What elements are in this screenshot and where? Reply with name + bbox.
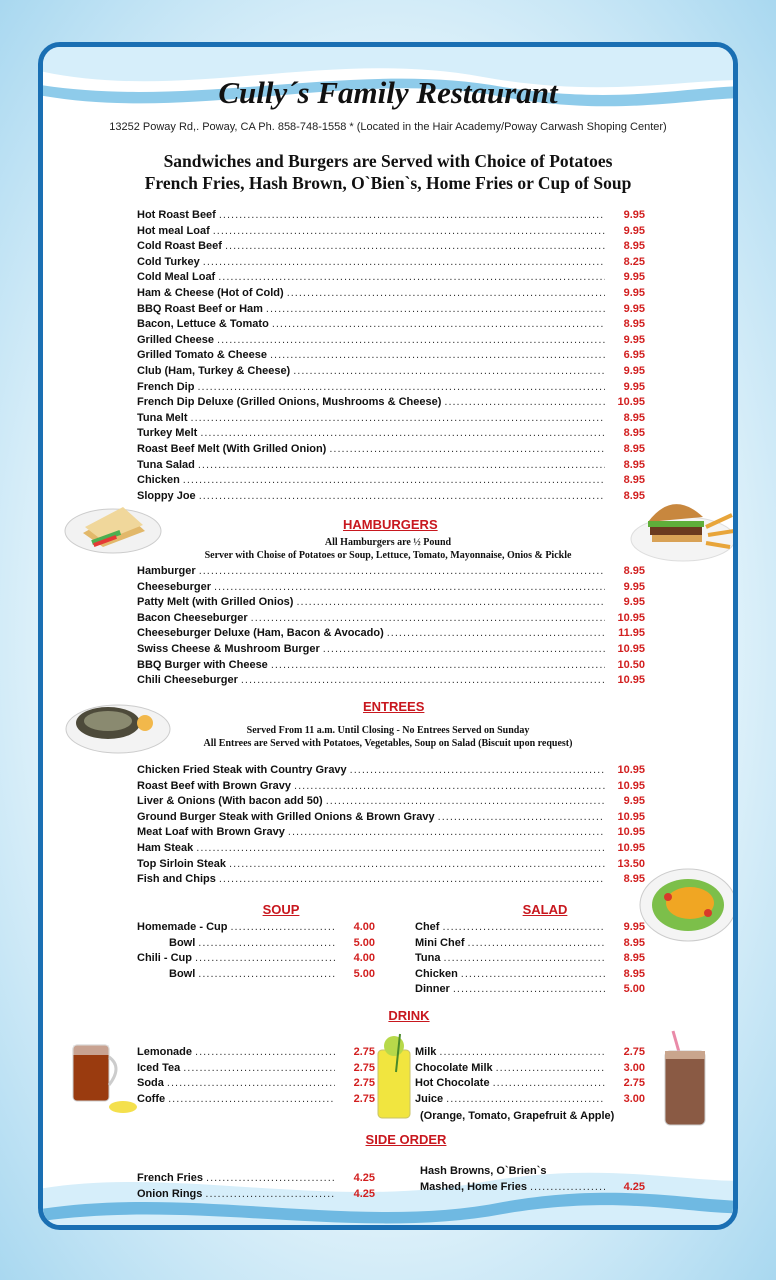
hamburger-row <box>137 674 645 689</box>
item-price: 10.95 <box>617 674 645 687</box>
item-name: Chili - Cup <box>137 952 192 965</box>
side-order-row <box>420 1181 645 1196</box>
item-price: 8.95 <box>623 443 645 455</box>
item-name: Cheeseburger Deluxe (Ham, Bacon & Avocado) <box>137 627 384 640</box>
item-name: Chef <box>415 921 440 933</box>
item-name: Onion Rings <box>137 1187 203 1200</box>
leader-dots <box>219 873 605 885</box>
item-price: 4.25 <box>623 1181 645 1193</box>
item-name: Roast Beef Melt (With Grilled Onion) <box>137 443 327 455</box>
item-name: Cold Turkey <box>137 255 200 268</box>
side-order-row <box>137 1188 375 1203</box>
entree-row <box>137 826 645 841</box>
side-order-title: SIDE ORDER <box>365 1132 447 1147</box>
sandwich-row <box>137 412 645 427</box>
hamburger-row <box>137 643 645 658</box>
sandwich-row <box>137 381 645 396</box>
drink-row <box>415 1046 645 1061</box>
entrees-note-1: Served From 11 a.m. Until Closing - No Entrees Served on Sunday <box>246 725 530 736</box>
leader-dots <box>530 1181 605 1193</box>
leader-dots <box>444 396 605 408</box>
item-price: 8.95 <box>623 565 645 577</box>
sandwich-headline-1: Sandwiches and Burgers are Served with Choice of Potatoes <box>163 151 613 171</box>
item-price: 9.95 <box>623 209 645 221</box>
item-price: 2.75 <box>623 1077 645 1090</box>
leader-dots <box>168 1093 335 1105</box>
item-price: 8.95 <box>623 411 645 424</box>
leader-dots <box>218 271 605 283</box>
hamburger-row <box>137 612 645 627</box>
sandwich-row <box>137 474 645 489</box>
item-price: 10.95 <box>617 611 645 624</box>
chocolate-milk-image <box>655 1029 715 1129</box>
item-name: Hot Roast Beef <box>137 209 216 221</box>
leader-dots <box>442 921 605 933</box>
item-price: 13.50 <box>617 857 645 870</box>
restaurant-title: Cully´s Family Restaurant <box>218 75 558 110</box>
sandwich-row <box>137 287 645 302</box>
item-name: Coffe <box>137 1092 166 1105</box>
item-name: Roast Beef with Brown Gravy <box>137 779 292 792</box>
sandwich-row <box>137 225 645 240</box>
leader-dots <box>493 1077 605 1089</box>
entree-row <box>137 764 645 779</box>
item-price: 2.75 <box>353 1077 375 1090</box>
salad-row <box>415 968 645 983</box>
sandwich-row <box>137 334 645 349</box>
item-price: 4.00 <box>353 952 375 965</box>
item-price: 8.95 <box>623 240 645 253</box>
item-name: Mashed, Home Fries <box>420 1181 527 1193</box>
leader-dots <box>438 811 605 823</box>
salad-row <box>415 952 645 967</box>
item-name: French Dip <box>137 380 195 393</box>
sandwich-row <box>137 427 645 442</box>
item-name: Bacon, Lettuce & Tomato <box>137 318 269 331</box>
item-price: 10.95 <box>617 842 645 854</box>
item-name: Liver & Onions (With bacon add 50) <box>137 795 323 808</box>
item-price: 9.95 <box>623 287 645 299</box>
leader-dots <box>266 303 605 315</box>
hamburger-row <box>137 627 645 642</box>
leader-dots <box>199 565 605 577</box>
drink-row <box>137 1077 375 1092</box>
sandwich-row <box>137 271 645 286</box>
leader-dots <box>251 612 605 624</box>
salad-title: SALAD <box>522 902 568 917</box>
item-price: 10.95 <box>617 779 645 792</box>
leader-dots <box>270 349 605 361</box>
salad-row <box>415 937 645 952</box>
leader-dots <box>329 443 605 455</box>
hamburger-row <box>137 565 645 580</box>
leader-dots <box>461 968 605 980</box>
soup-row <box>169 937 375 952</box>
entrees-note-2: All Entrees are Served with Potatoes, Vegetables, Soup on Salad (Biscuit upon request) <box>203 738 573 749</box>
item-name: Cold Roast Beef <box>137 240 222 253</box>
entree-row <box>137 873 645 888</box>
item-name: Dinner <box>415 983 450 996</box>
leader-dots <box>214 581 605 593</box>
item-name: Hot Chocolate <box>415 1077 490 1090</box>
leader-dots <box>296 596 605 608</box>
sandwich-row <box>137 303 645 318</box>
leader-dots <box>241 674 605 686</box>
drink-title: DRINK <box>388 1008 430 1023</box>
leader-dots <box>198 937 335 949</box>
leader-dots <box>288 826 605 838</box>
item-price: 5.00 <box>623 983 645 996</box>
item-price: 8.95 <box>623 489 645 502</box>
juice-note: (Orange, Tomato, Grapefruit & Apple) <box>420 1110 615 1122</box>
restaurant-address: 13252 Poway Rd,. Poway, CA Ph. 858-748-1558 * (Located in the Hair Academy/Poway Carwash Shoping Center) <box>109 121 667 133</box>
item-name: Sloppy Joe <box>137 489 196 502</box>
item-name: Homemade - Cup <box>137 921 228 933</box>
item-name: Bowl <box>169 936 196 949</box>
leader-dots <box>225 240 605 252</box>
soup-row <box>137 921 375 936</box>
leader-dots <box>183 474 605 486</box>
sandwich-row <box>137 349 645 364</box>
item-price: 10.95 <box>617 643 645 655</box>
lemonade-image <box>370 1032 420 1122</box>
leader-dots <box>206 1172 335 1184</box>
item-price: 5.00 <box>353 967 375 980</box>
item-price: 2.75 <box>353 1046 375 1058</box>
leader-dots <box>443 952 605 964</box>
item-price: 10.95 <box>617 810 645 823</box>
item-price: 8.95 <box>623 952 645 965</box>
drink-row <box>137 1062 375 1077</box>
item-name: Chicken <box>137 474 180 487</box>
item-price: 8.95 <box>623 873 645 886</box>
item-name: Bowl <box>169 967 196 980</box>
item-name: French Dip Deluxe (Grilled Onions, Mushrooms & Cheese) <box>137 396 442 409</box>
item-price: 5.00 <box>353 936 375 949</box>
soup-row <box>169 968 375 983</box>
leader-dots <box>453 983 605 995</box>
item-price: 9.95 <box>623 596 645 609</box>
leader-dots <box>272 318 605 330</box>
item-name: Ground Burger Steak with Grilled Onions & Brown Gravy <box>137 810 435 823</box>
leader-dots <box>271 659 605 671</box>
leader-dots <box>205 1188 335 1200</box>
item-price: 9.95 <box>623 224 645 237</box>
leader-dots <box>183 1062 335 1074</box>
item-price: 4.25 <box>353 1172 375 1184</box>
item-price: 10.95 <box>617 764 645 776</box>
item-name: Cheeseburger <box>137 580 211 593</box>
item-name: Ham Steak <box>137 842 194 854</box>
item-price: 8.95 <box>623 474 645 487</box>
item-name: Milk <box>415 1046 437 1058</box>
leader-dots <box>198 968 335 980</box>
leader-dots <box>196 842 605 854</box>
menu-frame <box>38 42 738 1230</box>
item-name: Club (Ham, Turkey & Cheese) <box>137 365 291 377</box>
leader-dots <box>326 795 605 807</box>
hamburgers-title: HAMBURGERS <box>343 517 438 532</box>
item-name: Iced Tea <box>137 1061 181 1074</box>
leader-dots <box>217 334 605 346</box>
item-name: Tuna Salad <box>137 458 195 471</box>
sandwich-row <box>137 490 645 505</box>
sandwich-row <box>137 365 645 380</box>
leader-dots <box>350 764 605 776</box>
item-price: 4.00 <box>353 921 375 933</box>
item-name: Chili Cheeseburger <box>137 674 238 687</box>
item-name: Grilled Cheese <box>137 333 215 346</box>
item-price: 9.95 <box>623 365 645 377</box>
leader-dots <box>195 952 335 964</box>
sandwich-plate-image <box>63 497 163 557</box>
leader-dots <box>287 287 605 299</box>
soup-row <box>137 952 375 967</box>
item-name: Chicken <box>415 967 458 980</box>
leader-dots <box>197 381 605 393</box>
leader-dots <box>496 1062 605 1074</box>
entree-row <box>137 780 645 795</box>
iced-tea-image <box>63 1037 143 1117</box>
item-price: 9.95 <box>623 580 645 593</box>
item-name: BBQ Roast Beef or Ham <box>137 302 263 315</box>
leader-dots <box>203 256 605 268</box>
soup-title: SOUP <box>262 902 300 917</box>
item-name: Turkey Melt <box>137 427 198 440</box>
item-name: Meat Loaf with Brown Gravy <box>137 826 285 839</box>
hamburger-row <box>137 596 645 611</box>
item-price: 8.25 <box>623 255 645 268</box>
item-price: 11.95 <box>618 627 645 640</box>
sandwich-row <box>137 256 645 271</box>
leader-dots <box>219 209 605 221</box>
item-price: 3.00 <box>623 1061 645 1074</box>
item-price: 2.75 <box>353 1061 375 1074</box>
item-price: 8.95 <box>623 458 645 471</box>
hamburger-row <box>137 581 645 596</box>
item-name: Top Sirloin Steak <box>137 857 227 870</box>
item-price: 10.50 <box>617 658 645 671</box>
leader-dots <box>167 1077 335 1089</box>
salad-row <box>415 983 645 998</box>
item-name: BBQ Burger with Cheese <box>137 658 268 671</box>
entree-row <box>137 795 645 810</box>
sandwich-row <box>137 396 645 411</box>
leader-dots <box>387 627 605 639</box>
item-price: 8.95 <box>623 318 645 331</box>
hamburgers-note-1: All Hamburgers are ½ Pound <box>324 537 452 548</box>
leader-dots <box>230 921 335 933</box>
entrees-title: ENTREES <box>363 699 425 714</box>
drink-row <box>415 1077 645 1092</box>
sandwich-row <box>137 209 645 224</box>
item-name: Cold Meal Loaf <box>137 271 216 284</box>
leader-dots <box>446 1093 605 1105</box>
side-order-hash-browns: Hash Browns, O`Brien`s <box>420 1165 547 1177</box>
leader-dots <box>200 427 605 439</box>
item-price: 9.95 <box>623 302 645 315</box>
item-name: Tuna Melt <box>137 411 188 424</box>
item-name: Mini Chef <box>415 936 465 949</box>
leader-dots <box>199 490 605 502</box>
leader-dots <box>213 225 605 237</box>
sandwich-headline-2: French Fries, Hash Brown, O`Bien`s, Home Fries or Cup of Soup <box>144 173 632 193</box>
item-price: 8.95 <box>623 967 645 980</box>
leader-dots <box>323 643 605 655</box>
item-price: 9.95 <box>623 271 645 284</box>
item-price: 6.95 <box>623 349 645 362</box>
item-price: 9.95 <box>623 333 645 346</box>
item-name: Patty Melt (with Grilled Onios) <box>137 596 294 609</box>
item-name: Hot meal Loaf <box>137 224 210 237</box>
leader-dots <box>198 459 605 471</box>
leader-dots <box>468 937 606 949</box>
item-price: 10.95 <box>617 396 645 409</box>
item-name: Grilled Tomato & Cheese <box>137 349 267 362</box>
sandwich-row <box>137 443 645 458</box>
leader-dots <box>191 412 605 424</box>
item-name: Swiss Cheese & Mushroom Burger <box>137 643 320 655</box>
sandwich-row <box>137 240 645 255</box>
item-name: Hamburger <box>137 565 196 577</box>
sandwich-row <box>137 318 645 333</box>
hamburgers-note-2: Server with Choise of Potatoes or Soup, Lettuce, Tomato, Mayonnaise, Onios & Pickle <box>204 550 572 561</box>
item-price: 4.25 <box>353 1187 375 1200</box>
item-name: French Fries <box>137 1172 204 1184</box>
salad-plate-image <box>638 867 738 943</box>
drink-row <box>415 1093 645 1108</box>
item-name: Chocolate Milk <box>415 1061 493 1074</box>
drink-row <box>137 1093 375 1108</box>
leader-dots <box>229 858 605 870</box>
item-name: Soda <box>137 1077 164 1090</box>
item-name: Lemonade <box>137 1046 193 1058</box>
leader-dots <box>294 780 605 792</box>
item-name: Chicken Fried Steak with Country Gravy <box>137 764 347 776</box>
item-price: 9.95 <box>623 380 645 393</box>
item-name: Tuna <box>415 952 441 965</box>
item-price: 2.75 <box>623 1046 645 1058</box>
item-name: Fish and Chips <box>137 873 216 886</box>
sandwich-row <box>137 459 645 474</box>
item-price: 8.95 <box>623 936 645 949</box>
entree-row <box>137 842 645 857</box>
salad-row <box>415 921 645 936</box>
item-name: Juice <box>415 1092 444 1105</box>
item-price: 9.95 <box>623 921 645 933</box>
item-price: 3.00 <box>623 1092 645 1105</box>
leader-dots <box>439 1046 605 1058</box>
leader-dots <box>195 1046 335 1058</box>
drink-row <box>415 1062 645 1077</box>
item-price: 8.95 <box>623 427 645 440</box>
item-name: Bacon Cheeseburger <box>137 611 248 624</box>
drink-row <box>137 1046 375 1061</box>
hamburger-row <box>137 659 645 674</box>
item-price: 10.95 <box>617 826 645 839</box>
item-price: 2.75 <box>353 1092 375 1105</box>
side-order-row <box>137 1172 375 1187</box>
entree-row <box>137 858 645 873</box>
item-price: 9.95 <box>623 795 645 808</box>
leader-dots <box>293 365 605 377</box>
item-name: Ham & Cheese (Hot of Cold) <box>137 287 284 299</box>
entree-row <box>137 811 645 826</box>
